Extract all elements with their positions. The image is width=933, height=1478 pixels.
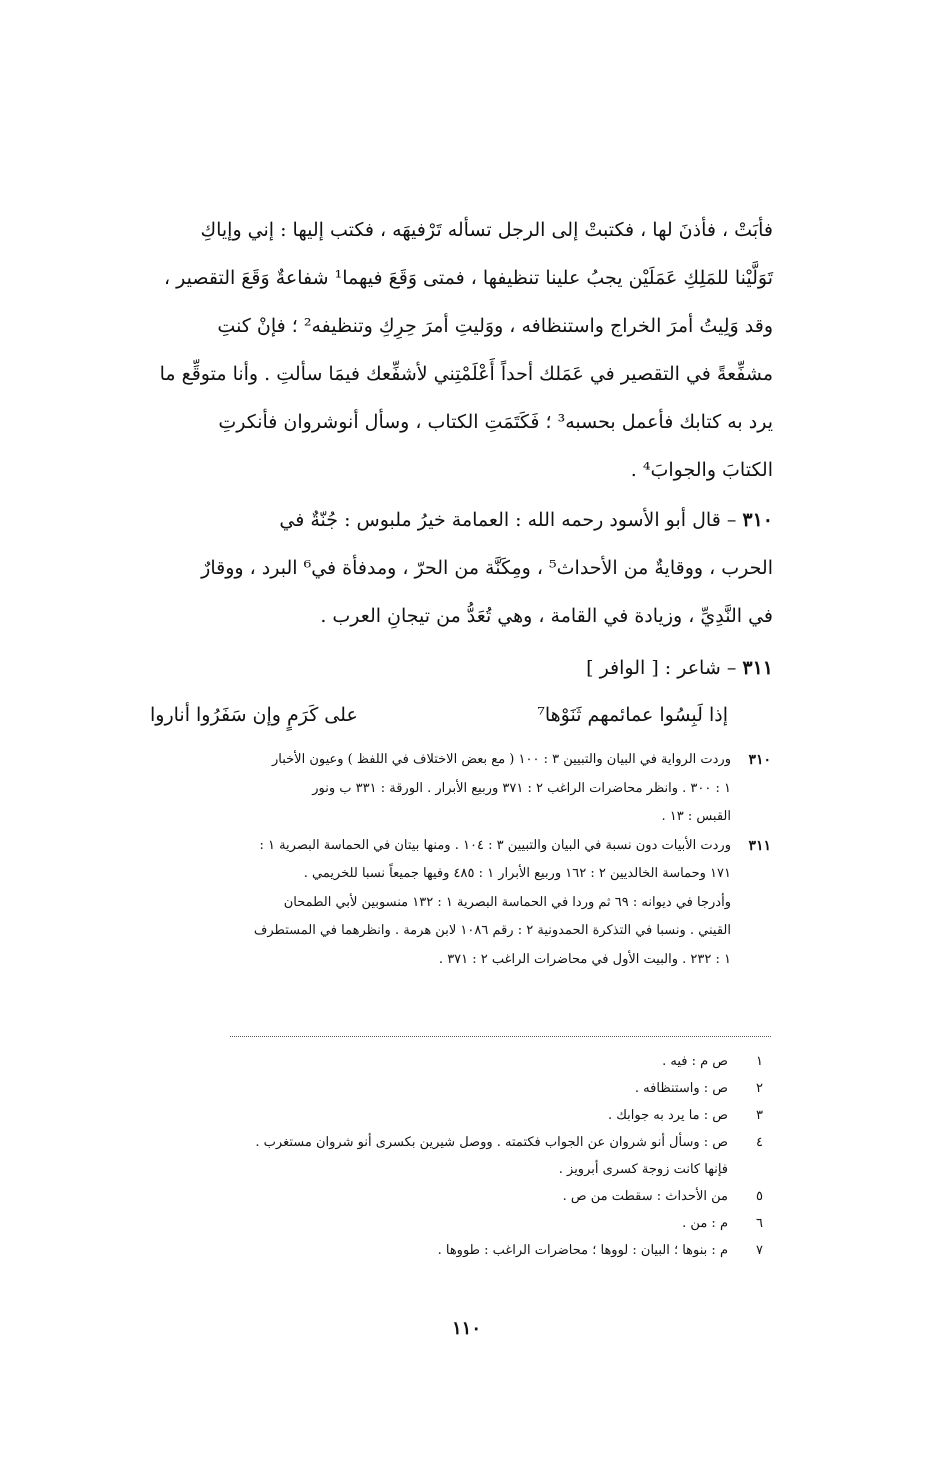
footnote — [100, 1183, 763, 1210]
footnote-number: ١ — [756, 1054, 763, 1069]
footnote — [100, 1102, 763, 1129]
footnote — [100, 1048, 763, 1075]
text-line: تَوَلَّيْنا للمَلِكِ عَمَلَيْن يجبُ علينا تنظيفها ، فمتى وَقَعَ فيهما¹ شفاعةٌ وَقَعَ التقصير ، — [163, 267, 773, 289]
note-line: ١ : ٢٣٢ . والبيت الأول في محاضرات الراغب ٢ : ٣٧١ . — [438, 951, 731, 967]
footnote-number: ٧ — [756, 1243, 763, 1258]
footnote-number: ٤ — [756, 1135, 763, 1150]
main-paragraph — [100, 206, 773, 494]
text-line: مشفِّعةً في التقصير في عَمَلك أحداً أَعْلَمْتِني لأشفِّعك فيمَا سألتِ . وأنا متوقِّع ما — [159, 363, 773, 385]
text-line: في النَّدِيِّ ، وزيادة في القامة ، وهي تُعَدُّ من تيجانِ العرب . — [320, 605, 773, 627]
note-number: ٣١١ — [748, 837, 771, 854]
entry-dash: – — [726, 509, 737, 531]
footnote-text: ص : ما يرد به جوابك . — [607, 1108, 728, 1123]
footnote-text: فإنها كانت زوجة كسرى أبرويز . — [558, 1162, 728, 1177]
text-line — [100, 644, 773, 692]
footnote-continuation — [100, 1156, 763, 1183]
text-line: وقد وَلِيتُ أمرَ الخراج واستنظافه ، ووَليتِ أمرَ حِرِكِ وتنظيفه² ؛ فإنْ كنتِ — [217, 315, 773, 337]
footnote-text: ص م : فيه . — [662, 1054, 728, 1069]
note-line: ١ : ٣٠٠ . وانظر محاضرات الراغب ٢ : ٣٧١ وربيع الأبرار . الورقة : ٣٣١ ب ونور — [312, 780, 731, 796]
note-line: القبس : ١٣ . — [661, 809, 731, 824]
footnote-text: م : من . — [682, 1216, 728, 1231]
footnote-text: من الأحداث : سقطت من ص . — [562, 1189, 728, 1204]
text-line — [100, 496, 773, 544]
entry-dash: – — [726, 657, 737, 679]
footnote-text: ص : وسأل أنو شروان عن الجواب فكتمته . ووصل شيرين بكسرى أنو شروان مستغرب . — [255, 1135, 728, 1150]
footnote-separator — [230, 1036, 771, 1037]
footnote — [100, 1129, 763, 1156]
entry-number: ٣١٠ — [742, 509, 773, 531]
page-number: ١١٠ — [451, 1318, 481, 1339]
footnote-number: ٣ — [756, 1108, 763, 1123]
note-number: ٣١٠ — [748, 752, 771, 768]
note-line: القيني . ونسبا في التذكرة الحمدونية ٢ : رقم ١٠٨٦ لابن هرمة . وانظرهما في المستطرف — [253, 923, 731, 938]
note-line: وردت الرواية في البيان والتبيين ٣ : ١٠٠ ( مع بعض الاختلاف في اللفظ ) وعيون الأخبار — [271, 752, 731, 767]
entry-number: ٣١١ — [742, 657, 773, 679]
footnote-number: ٦ — [756, 1216, 763, 1231]
footnote-text: م : بنوها ؛ البيان : لووها ؛ محاضرات الراغب : طووها . — [437, 1243, 728, 1258]
text-line: فأبَتْ ، فأذنَ لها ، فكتبتْ إلى الرجل تسأله تَرْفيهَه ، فكتب إليها : إني وإياكِ — [200, 219, 773, 241]
note-line: وردت الأبيات دون نسبة في البيان والتبيين ٣ : ١٠٤ . ومنها بيتان في الحماسة البصرية ١ : — [259, 837, 731, 853]
footnote — [100, 1210, 763, 1237]
text-line: يرد به كتابك فأعمل بحسبه³ ؛ فَكَتَمَتِ الكتاب ، وسأل أنوشروان فأنكرتِ — [218, 411, 773, 433]
footnote — [100, 1075, 763, 1102]
footnote-number: ٢ — [756, 1081, 763, 1096]
entry-text: شاعر : [ الوافر ] — [586, 657, 721, 679]
text-line: الكتابَ والجوابَ⁴ . — [630, 459, 773, 481]
verse-first-hemistich: إذا لَبِسُوا عمائمهم ثَنَوْها⁷ — [537, 704, 728, 726]
footnotes — [100, 1048, 763, 1264]
footnote-text: ص : واستنظافه . — [634, 1081, 728, 1096]
entry-310 — [100, 496, 773, 640]
entry-311 — [100, 644, 773, 692]
source-note-311 — [100, 832, 771, 975]
verse — [150, 704, 728, 748]
note-line: وأدرجا في ديوانه : ٦٩ ثم وردا في الحماسة البصرية ١ : ١٣٢ منسوبين لأبي الطمحان — [283, 894, 731, 910]
source-notes — [100, 746, 771, 974]
footnote-number: ٥ — [756, 1189, 763, 1204]
verse-second-hemistich: على كَرَمٍ وإن سَفَرُوا أناروا — [150, 704, 358, 726]
footnote — [100, 1237, 763, 1264]
source-note-310 — [100, 746, 771, 832]
entry-text: قال أبو الأسود رحمه الله : العمامة خيرُ ملبوس : جُنّةٌ في — [279, 509, 721, 531]
note-line: ١٧١ وحماسة الخالديين ٢ : ١٦٢ وربيع الأبرار ١ : ٤٨٥ وفيها جميعاً نسبا للخريمي . — [303, 866, 731, 881]
text-line: الحرب ، ووقايةٌ من الأحداث⁵ ، ومِكَنَّة من الحرّ ، ومدفأة في⁶ البرد ، ووقارٌ — [201, 557, 773, 579]
